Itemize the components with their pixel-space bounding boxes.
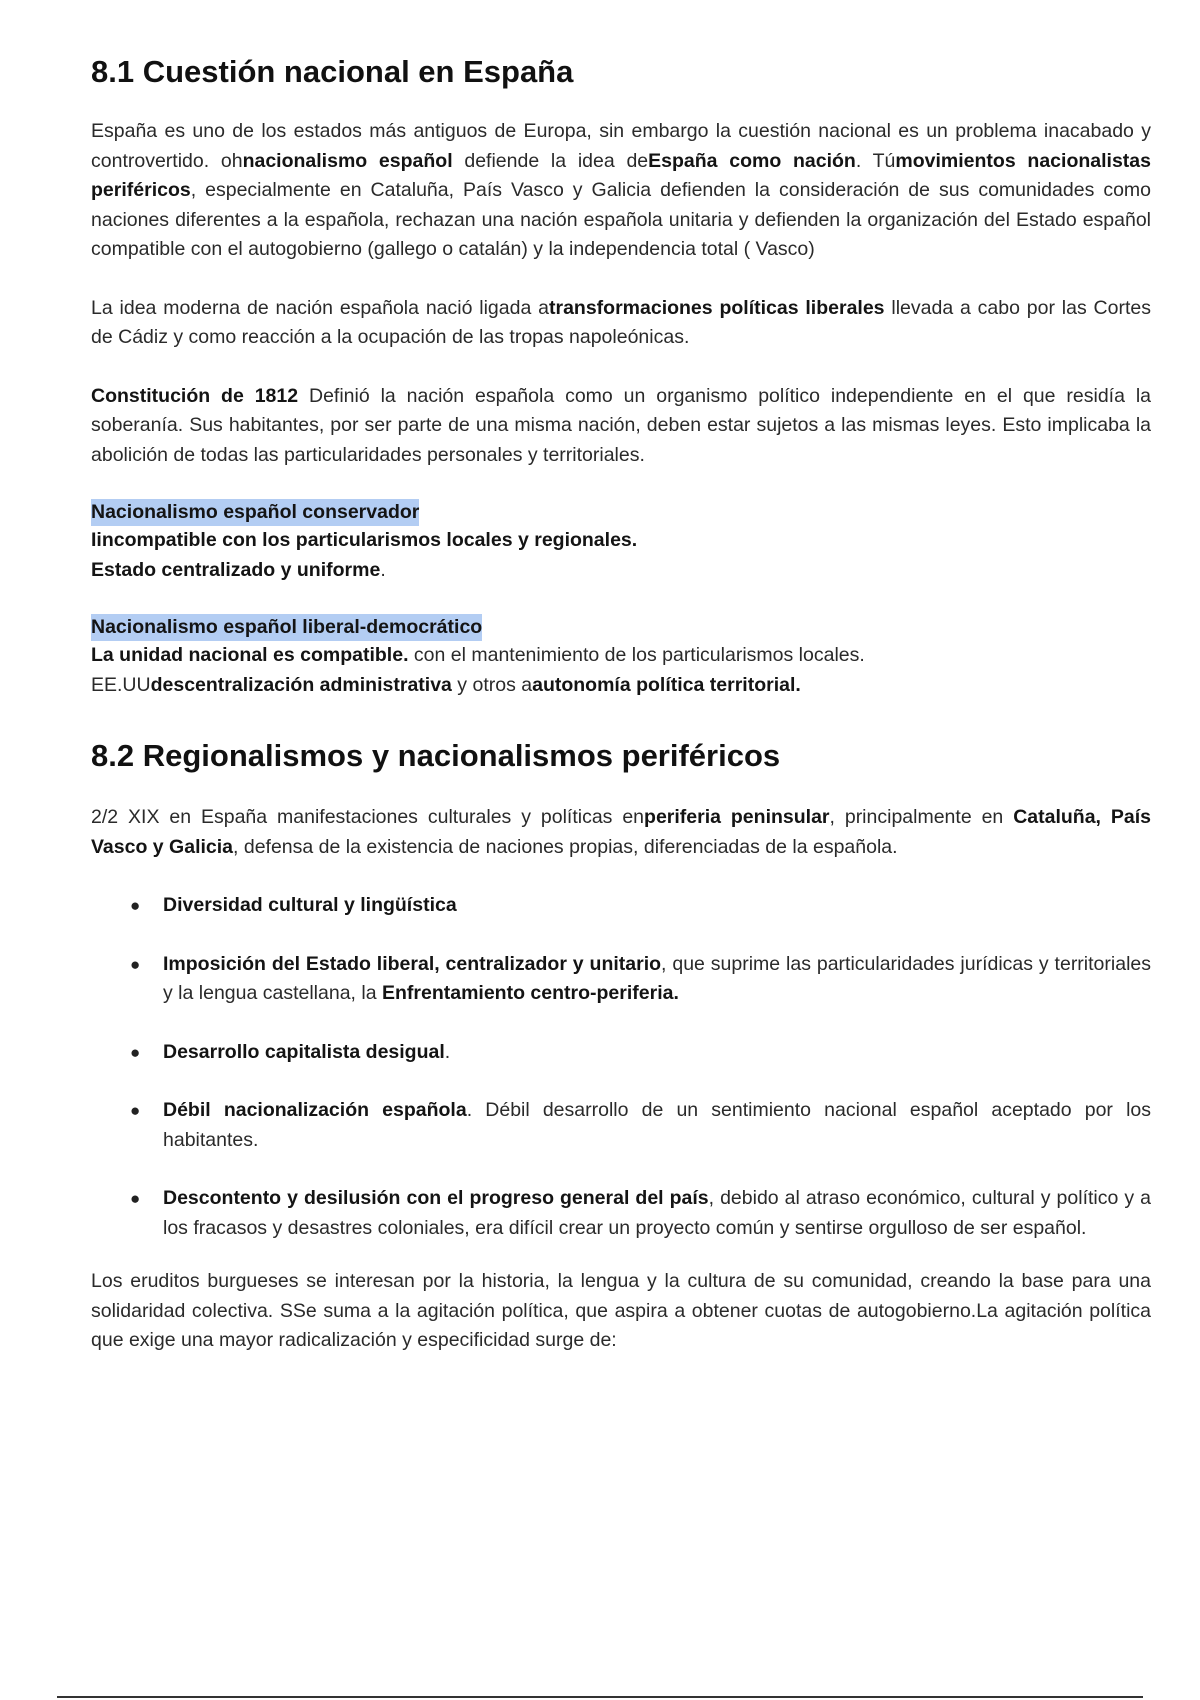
list-item: ● Imposición del Estado liberal, centralizador y unitario, que suprime las particularidades jurídicas y territoriales y la lengua castellana, la Enfrentamiento centro-periferia. [91,950,1151,1009]
paragraph-idea-moderna: La idea moderna de nación española nació ligada atransformaciones políticas liberales llevada a cabo por las Cortes de Cádiz y como reacción a la ocupación de las tropas napoleónicas. [91,296,1151,348]
bullet-icon: ● [130,1042,141,1062]
bullet-icon: ● [130,1101,141,1120]
paragraph-regionalismos-intro: 2/2 XIX en España manifestaciones culturales y políticas enperiferia peninsular, principalmente en Cataluña, País Vasco y Galicia, defensa de la existencia de naciones propias, diferenciadas de la española. [91,806,1151,858]
bullet-icon: ● [130,954,141,974]
block-nacionalismo-conservador [91,499,1151,585]
list-item: ● Descontento y desilusión con el progreso general del país, debido al atraso económico, cultural y político y a los fracasos y desastres coloniales, era difícil crear un proyecto común y sentirse orgulloso de ser español. [91,1184,1151,1243]
conservador-line-1: Iincompatible con los particularismos locales y regionales. [91,529,638,551]
block-nacionalismo-liberal [91,614,1151,700]
paragraph-eruditos-burgueses: Los eruditos burgueses se interesan por la historia, la lengua y la cultura de su comunidad, creando la base para una solidaridad colectiva. SSe suma a la agitación política, que aspira a obtener cuotas de autogobierno.La agitación política que exige una mayor radicalización y especificidad surge de: [91,1270,1151,1351]
paragraph-constitucion-1812: Constitución de 1812 Definió la nación española como un organismo político independiente en el que residía la soberanía. Sus habitantes, por ser parte de una misma nación, deben estar sujetos a las mismas leyes. Esto implicaba la abolición de todas las particularidades personales y territoriales. [91,384,1152,466]
document-page [91,52,1151,1356]
subheading-conservador: Nacionalismo español conservador [91,499,419,526]
section-1-title: 8.1 Cuestión nacional en España [91,54,574,89]
paragraph-cuestion-nacional: España es uno de los estados más antiguos de Europa, sin embargo la cuestión nacional es un problema inacabado y controvertido. ohnacionalismo español defiende la idea deEspaña como nación. Túmovimientos nacionalistas periféricos, especialmente en Cataluña, País Vasco y Galicia defienden la consideración de sus comunidades como naciones diferentes a la española, rechazan una nación española unitaria y defienden la organización del Estado español compatible con el autogobierno (gallego o catalán) y la independencia total ( Vasco) [91,120,1151,260]
causes-list [91,891,1151,1243]
list-item: ● Débil nacionalización española. Débil desarrollo de un sentimiento nacional español aceptado por los habitantes. [91,1096,1151,1155]
section-2-title: 8.2 Regionalismos y nacionalismos periféricos [91,738,781,773]
list-item: ● Desarrollo capitalista desigual. [91,1038,1151,1068]
footer-divider [57,1696,1143,1698]
list-item: ● Diversidad cultural y lingüística [91,891,1151,921]
liberal-line-2: EE.UUdescentralización administrativa y otros aautonomía política territorial. [91,673,801,696]
conservador-line-2: Estado centralizado y uniforme. [91,558,386,581]
subheading-liberal: Nacionalismo español liberal-democrático [91,614,482,641]
liberal-line-1: La unidad nacional es compatible. con el mantenimiento de los particularismos locales. [91,644,865,666]
bullet-icon: ● [130,896,141,915]
bullet-icon: ● [130,1189,141,1208]
